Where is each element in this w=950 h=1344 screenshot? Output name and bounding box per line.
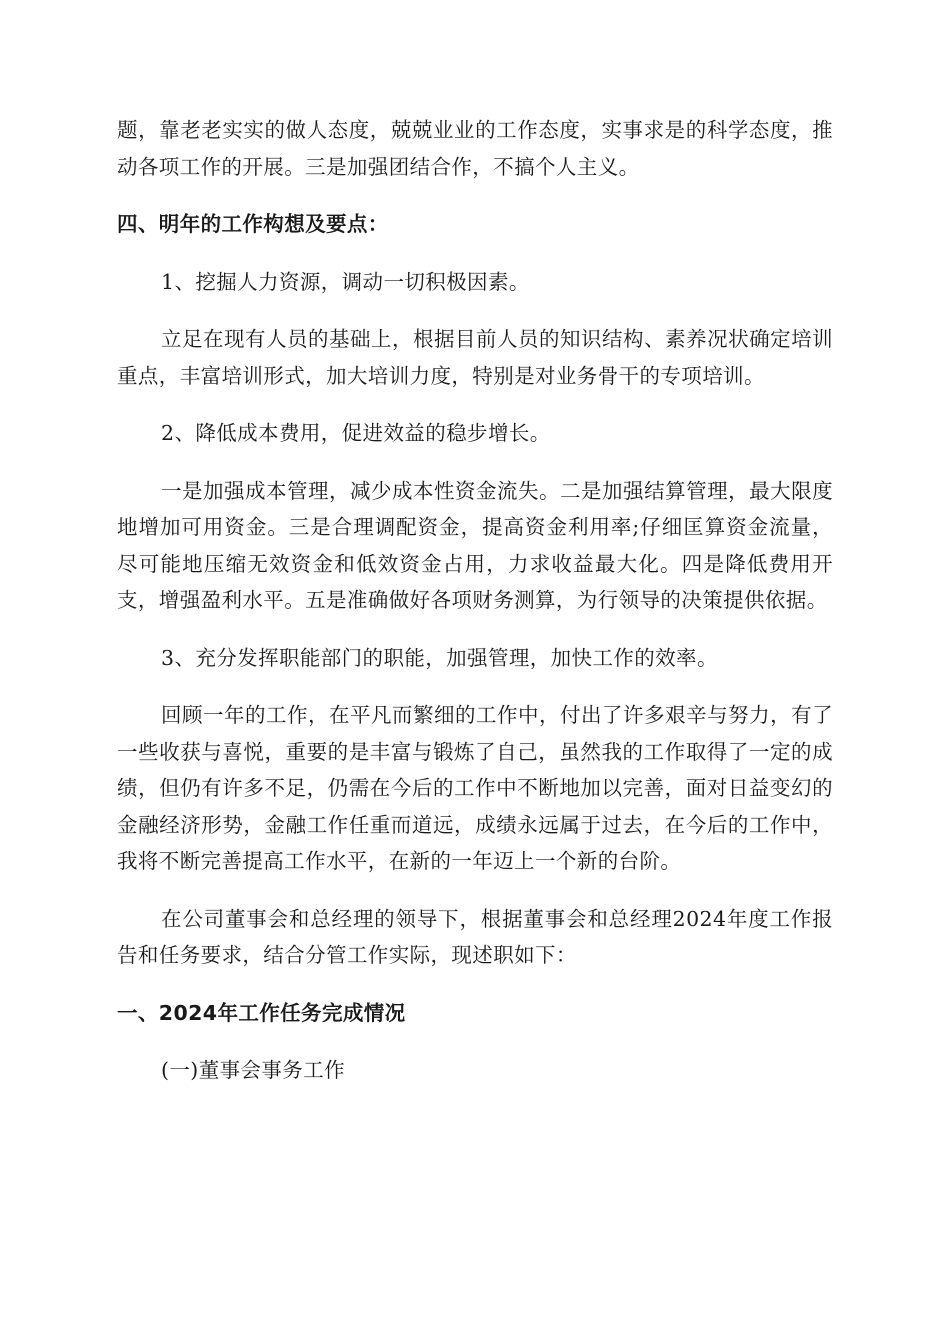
subsection-board-affairs: (一)董事会事务工作 bbox=[161, 1058, 345, 1082]
paragraph-year-review: 回顾一年的工作，在平凡而繁细的工作中，付出了许多艰辛与努力，有了一些收获与喜悦，重要的是丰富与锻炼了自己，虽然我的工作取得了一定的成绩，但仍有许多不足，仍需在今后的工作中不断地加以完善，面对日益变幻的金融经济形势，金融工作任重而道远，成绩永远属于过去，在今后的工作中，我将不断完善提高工作水平，在新的一年迈上一个新的台阶。 bbox=[117, 703, 833, 873]
list-item-cost-reduction: 2、降低成本费用，促进效益的稳步增长。 bbox=[161, 421, 551, 445]
document-body bbox=[117, 112, 833, 1110]
section-heading-next-year-plan: 四、明年的工作构想及要点： bbox=[117, 212, 389, 236]
list-item-human-resources: 1、挖掘人力资源，调动一切积极因素。 bbox=[161, 269, 530, 294]
paragraph-continuation: 题，靠老老实实的做人态度，兢兢业业的工作态度，实事求是的科学态度，推动各项工作的开展。三是加强团结合作，不搞个人主义。 bbox=[117, 118, 833, 179]
section-heading-task-completion: 一、2024年工作任务完成情况 bbox=[117, 1000, 406, 1025]
list-item-functional-departments: 3、充分发挥职能部门的职能，加强管理，加快工作的效率。 bbox=[161, 645, 718, 670]
paragraph-report-intro: 在公司董事会和总经理的领导下，根据董事会和总经理2024年度工作报告和任务要求，结合分管工作实际，现述职如下： bbox=[117, 906, 833, 967]
paragraph-cost-management: 一是加强成本管理，减少成本性资金流失。二是加强结算管理，最大限度地增加可用资金。三是合理调配资金，提高资金利用率;仔细匡算资金流量，尽可能地压缩无效资金和低效资金占用，力求收益最大化。四是降低费用开支，增强盈利水平。五是准确做好各项财务测算，为行领导的决策提供依据。 bbox=[117, 478, 833, 612]
paragraph-training: 立足在现有人员的基础上，根据目前人员的知识结构、素养况状确定培训重点，丰富培训形式，加大培训力度，特别是对业务骨干的专项培训。 bbox=[117, 327, 833, 388]
